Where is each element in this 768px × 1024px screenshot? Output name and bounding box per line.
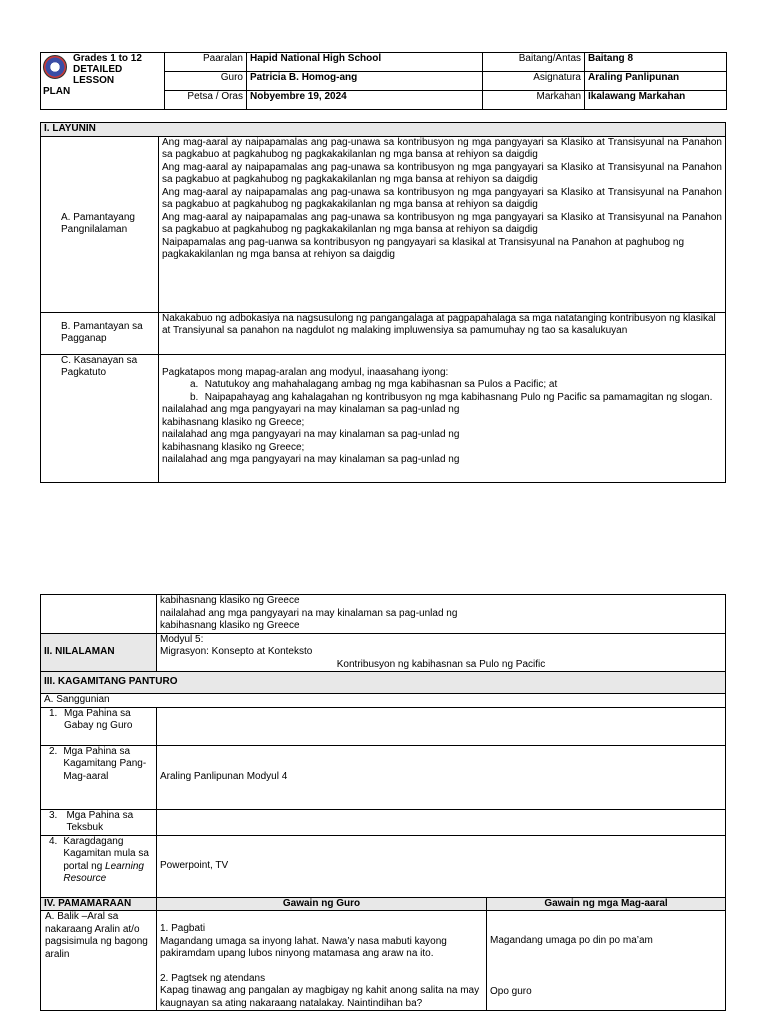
teacher-value: Patricia B. Homog-ang [247, 72, 483, 91]
title-line: PLAN [43, 86, 71, 97]
title-line: LESSON [73, 75, 115, 86]
sanggunian-label: A. Sanggunian [41, 694, 726, 708]
student-reply: Opo guro [490, 985, 532, 997]
content-line: nailalahad ang mga pangyayari na may kinalaman sa pag-unlad ng [162, 429, 460, 440]
school-value: Hapid National High School [247, 53, 483, 72]
section-heading-layunin: I. LAYUNIN [41, 123, 726, 137]
layunin-table [40, 122, 726, 483]
grade-label: Baitang/Antas [483, 53, 585, 72]
section-heading-kagamitan: III. KAGAMITANG PANTURO [41, 672, 726, 694]
kasanayan-continuation [157, 595, 726, 634]
content-line: kabihasnang klasiko ng Greece [160, 620, 300, 631]
list-item: a. Natutukoy ang mahahalagang ambag ng mga kabihasnan sa Pulos a Pacific; at [190, 379, 558, 390]
kasanayan-intro: Pagkatapos mong mapag-aralan ang modyul, inaasahang iyong: [162, 366, 449, 378]
title-line: DETAILED [73, 64, 123, 75]
title-line: Grades 1 to 12 [73, 53, 142, 64]
pamantayan-sa-pagganap-text: Nakakabuo ng adbokasiya na nagsusulong ng pangangalaga at pagpapahalaga sa mga natatanging kontribusyon ng klasikal at Transiyunal sa panahon na nagdulot ng malaking impluwensiya sa pamumuhay ng tao sa kasalukuyan [159, 312, 726, 354]
kasanayan-label: C. Kasanayan sa Pagkatuto [41, 354, 159, 482]
kasanayan-text [159, 354, 726, 482]
reference-label: 2. Mga Pahina sa Kagamitang Pang-Mag-aaral [41, 745, 157, 809]
school-label: Paaralan [165, 53, 247, 72]
content-paragraph: Ang mag-aaral ay naipapamalas ang pag-unawa sa kontribusyon ng mga pangyayari sa Klasiko at Transisyunal na Panahon sa pagkabuo at pagkahubog ng pagkakakilanlan ng mga bansa at rehiyon sa daigdig [162, 211, 722, 235]
nilalaman-line: Migrasyon: Konsepto at Konteksto [160, 646, 313, 657]
quarter-label: Markahan [483, 91, 585, 110]
magaaral-activities [487, 911, 726, 1011]
title-cell [41, 53, 165, 110]
header-table [40, 52, 727, 110]
pamantayang-pangnilalaman-label: A. Pamantayang Pangnilalaman [41, 136, 159, 312]
content-paragraph: Naipapamalas ang pag-uanwa sa kontribusyon ng pangyayari sa klasikal at Transisyunal na Panahon at paghubog ng pagkakakilanlan ng mga bansa at rehiyon sa daigdig [162, 236, 685, 260]
reference-value [157, 707, 726, 745]
deped-seal-icon [43, 55, 67, 79]
content-line: kabihasnang klasiko ng Greece; [162, 441, 305, 453]
column-header-magaaral: Gawain ng mga Mag-aaral [487, 897, 726, 911]
content-line: kabihasnang klasiko ng Greece [160, 595, 300, 606]
step-text: Magandang umaga sa inyong lahat. Nawa’y nasa mabuti kayong pakiramdam upang lubos ninyong matamasa ang araw na ito. [160, 935, 447, 959]
grade-value: Baitang 8 [585, 53, 727, 72]
column-header-guro: Gawain ng Guro [157, 897, 487, 911]
reference-value: Araling Panlipunan Modyul 4 [157, 745, 726, 809]
date-value: Nobyembre 19, 2024 [247, 91, 483, 110]
reference-label: 4. Karagdagang Kagamitan mula sa portal ng Learning Resource [41, 835, 157, 897]
reference-value [157, 809, 726, 835]
content-line: kabihasnang klasiko ng Greece; [162, 416, 305, 428]
date-label: Petsa / Oras [165, 91, 247, 110]
nilalaman-line: Modyul 5: [160, 633, 204, 645]
content-paragraph: Ang mag-aaral ay naipapamalas ang pag-unawa sa kontribusyon ng mga pangyayari sa Klasiko at Transisyunal na Panahon sa pagkabuo at pagkahubog ng pagkakakilanlan ng mga bansa at rehiyon sa daigdig [162, 161, 722, 185]
guro-activities [157, 911, 487, 1011]
section-heading-nilalaman: II. NILALAMAN [41, 633, 157, 672]
page2-table [40, 594, 726, 1011]
content-paragraph: Ang mag-aaral ay naipapamalas ang pag-unawa sa kontribusyon ng mga pangyayari sa Klasiko at Transisyunal na Panahon sa pagkabuo at pagkahubog ng pagkakakilanlan ng mga bansa at rehiyon sa daigdig [162, 186, 722, 210]
quarter-value: Ikalawang Markahan [585, 91, 727, 110]
nilalaman-line: Kontribusyon ng kabihasnan sa Pulo ng Pacific [336, 658, 546, 670]
pamantayang-pangnilalaman-text [159, 136, 726, 312]
content-line: nailalahad ang mga pangyayari na may kinalaman sa pag-unlad ng [162, 454, 460, 465]
step-title: 2. Pagtsek ng atendans [160, 972, 266, 984]
content-line: nailalahad ang mga pangyayari na may kinalaman sa pag-unlad ng [160, 607, 458, 619]
list-item: b. Naipapahayag ang kahalagahan ng kontribusyon ng mga kabihasnang Pulo ng Pacific sa pamamagitan ng slogan. [190, 391, 713, 403]
nilalaman-text [157, 633, 726, 672]
subject-value: Araling Panlipunan [585, 72, 727, 91]
content-line: nailalahad ang mga pangyayari na may kinalaman sa pag-unlad ng [162, 404, 460, 415]
balik-aral-label: A. Balik –Aral sa nakaraang Aralin at/o pagsisimula ng bagong aralin [41, 911, 157, 1011]
section-heading-pamamaraan: IV. PAMAMARAAN [41, 897, 157, 911]
reference-value: Powerpoint, TV [157, 835, 726, 897]
reference-label: 3. Mga Pahina sa Teksbuk [41, 809, 157, 835]
content-paragraph: Ang mag-aaral ay naipapamalas ang pag-unawa sa kontribusyon ng mga pangyayari sa Klasiko at Transisyunal na Panahon sa pagkabuo at pagkahubog ng pagkakakilanlan ng mga bansa at rehiyon sa daigdig [162, 136, 722, 160]
step-text: Kapag tinawag ang pangalan ay magbigay ng kahit anong salita na may kaugnayan sa ating nakaraang natalakay. Naintindihan ba? [160, 985, 480, 1009]
step-title: 1. Pagbati [160, 923, 206, 934]
subject-label: Asignatura [483, 72, 585, 91]
reference-label: 1. Mga Pahina sa Gabay ng Guro [41, 707, 157, 745]
pamantayan-sa-pagganap-label: B. Pamantayan sa Pagganap [41, 312, 159, 354]
empty-cell [41, 595, 157, 634]
teacher-label: Guro [165, 72, 247, 91]
student-reply: Magandang umaga po din po ma’am [490, 935, 653, 946]
